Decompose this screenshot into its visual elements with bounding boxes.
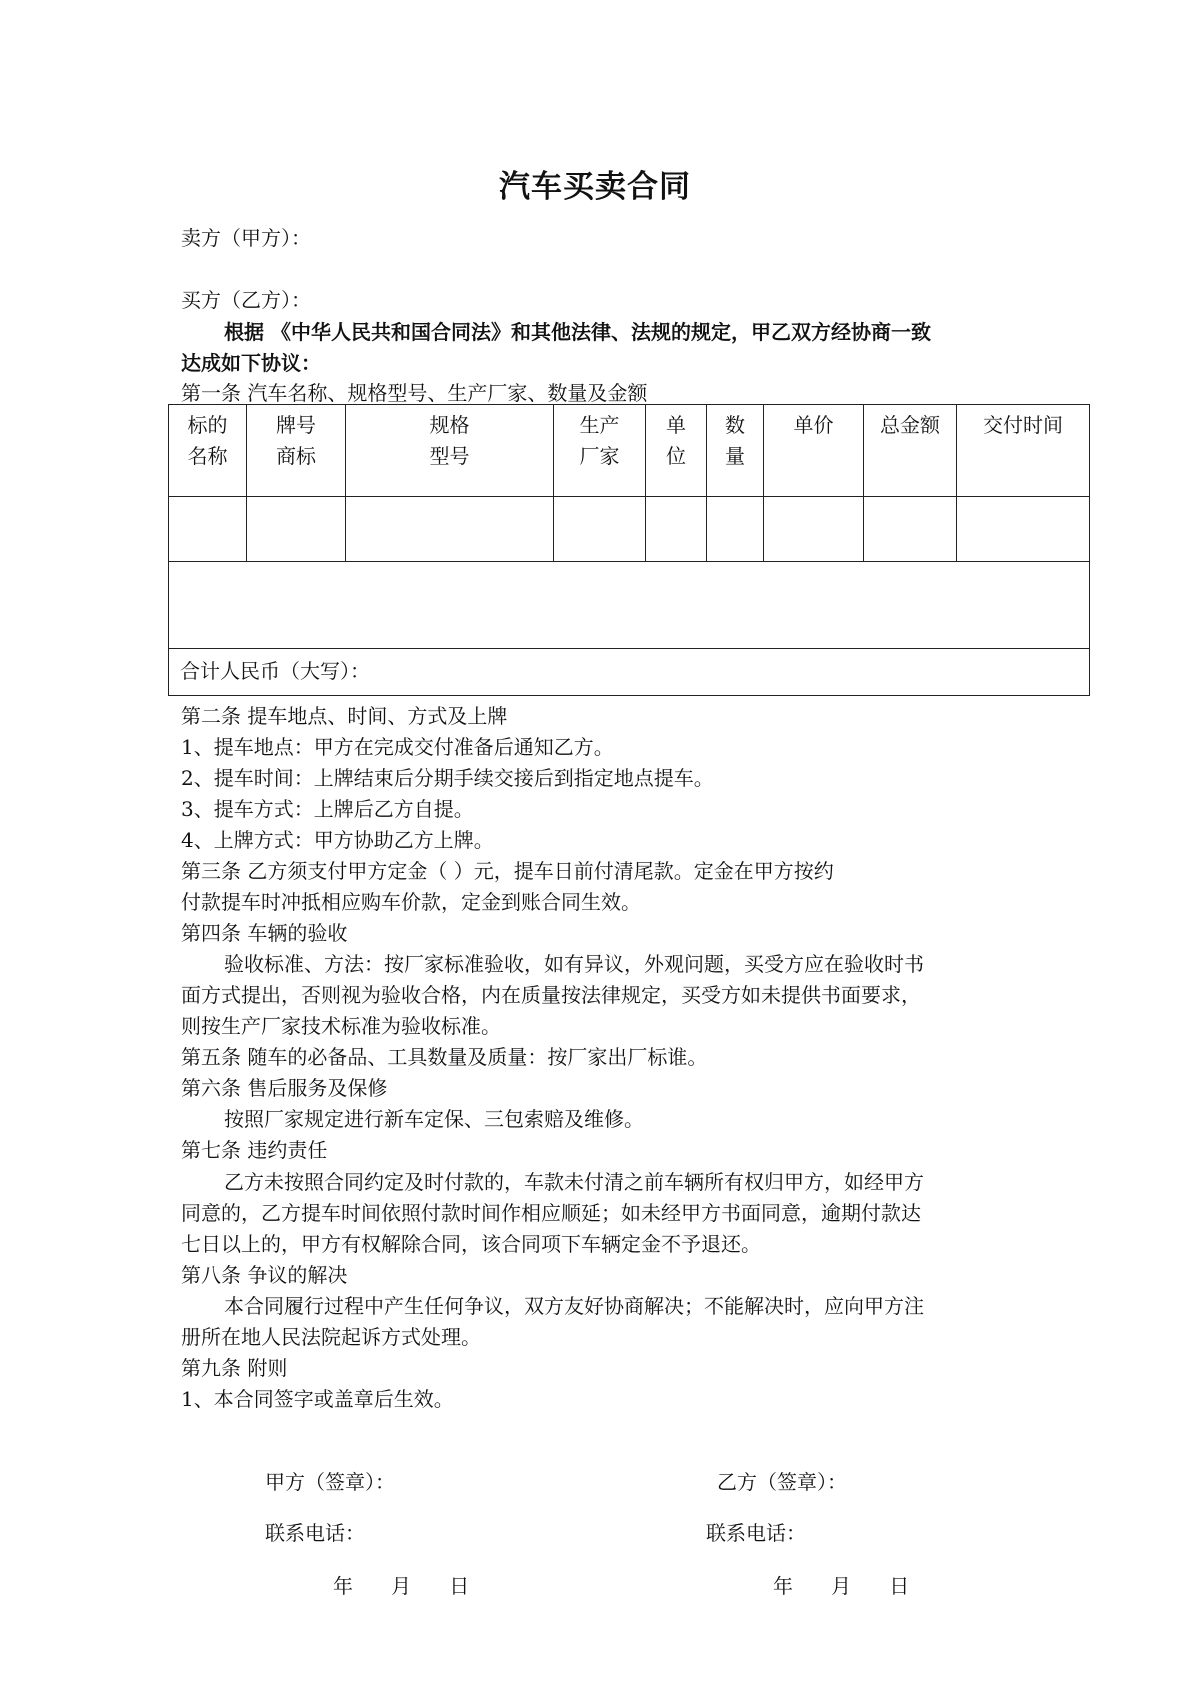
header-cell: 总金额 (864, 405, 957, 497)
article-2-item: 2、提车时间：上牌结束后分期手续交接后到指定地点提车。 (181, 766, 714, 790)
preamble-line-2: 达成如下协议： (181, 351, 321, 375)
party-b-phone-label: 联系电话： (706, 1521, 806, 1545)
party-b-date: 年 月 日 (773, 1574, 910, 1598)
article-8-title: 第八条 争议的解决 (181, 1263, 348, 1287)
table-cell[interactable] (707, 497, 764, 562)
table-cell[interactable] (957, 497, 1090, 562)
header-cell: 生产 厂家 (554, 405, 646, 497)
buyer-label: 买方（乙方）： (181, 288, 311, 312)
vehicle-spec-table (168, 404, 1090, 696)
article-6-title: 第六条 售后服务及保修 (181, 1076, 388, 1100)
header-cell: 规格 型号 (346, 405, 554, 497)
article-7-line: 乙方未按照合同约定及时付款的，车款未付清之前车辆所有权归甲方，如经甲方 (224, 1170, 924, 1194)
document-title: 汽车买卖合同 (499, 169, 691, 205)
article-4-line: 则按生产厂家技术标准为验收标准。 (181, 1014, 501, 1038)
party-a-phone-label: 联系电话： (265, 1521, 365, 1545)
header-cell: 单价 (764, 405, 864, 497)
article-4-title: 第四条 车辆的验收 (181, 921, 348, 945)
preamble-line-1: 根据 《中华人民共和国合同法》和其他法律、法规的规定，甲乙双方经协商一致 (224, 320, 931, 344)
article-7-line: 七日以上的，甲方有权解除合同，该合同项下车辆定金不予退还。 (181, 1232, 761, 1256)
article-9-item: 1、本合同签字或盖章后生效。 (181, 1387, 454, 1411)
table-cell[interactable] (554, 497, 646, 562)
article-2-title: 第二条 提车地点、时间、方式及上牌 (181, 704, 508, 728)
article-7-title: 第七条 违约责任 (181, 1138, 328, 1162)
header-cell: 数 量 (707, 405, 764, 497)
table-header-row (169, 405, 1090, 497)
table-cell[interactable] (864, 497, 957, 562)
article-8-line: 册所在地人民法院起诉方式处理。 (181, 1325, 481, 1349)
article-9-title: 第九条 附则 (181, 1356, 288, 1380)
article-6-body: 按照厂家规定进行新车定保、三包索赔及维修。 (224, 1107, 644, 1131)
table-cell[interactable] (169, 497, 247, 562)
table-merged-cell[interactable] (169, 562, 1090, 649)
party-a-signature-label: 甲方（签章）： (265, 1470, 395, 1494)
header-cell: 标的 名称 (169, 405, 247, 497)
article-1-title: 第一条 汽车名称、规格型号、生产厂家、数量及金额 (181, 381, 648, 405)
header-cell: 单 位 (646, 405, 707, 497)
table-cell[interactable] (764, 497, 864, 562)
table-cell[interactable] (346, 497, 554, 562)
table-merged-row (169, 562, 1090, 649)
article-3-line-2: 付款提车时冲抵相应购车价款，定金到账合同生效。 (181, 890, 641, 914)
table-row (169, 497, 1090, 562)
header-cell: 牌号 商标 (247, 405, 346, 497)
article-2-item: 1、提车地点：甲方在完成交付准备后通知乙方。 (181, 735, 614, 759)
table-cell[interactable] (247, 497, 346, 562)
party-b-signature-label: 乙方（签章）： (717, 1470, 847, 1494)
table-total-row (169, 649, 1090, 696)
article-5: 第五条 随车的必备品、工具数量及质量：按厂家出厂标谁。 (181, 1045, 708, 1069)
article-4-line: 面方式提出，否则视为验收合格，内在质量按法律规定，买受方如未提供书面要求， (181, 983, 921, 1007)
party-a-date: 年 月 日 (333, 1574, 470, 1598)
header-cell: 交付时间 (957, 405, 1090, 497)
article-3-line-1: 第三条 乙方须支付甲方定金（ ）元，提车日前付清尾款。定金在甲方按约 (181, 859, 834, 883)
article-7-line: 同意的，乙方提车时间依照付款时间作相应顺延；如未经甲方书面同意，逾期付款达 (181, 1201, 921, 1225)
seller-label: 卖方（甲方）： (181, 226, 311, 250)
table-cell[interactable] (646, 497, 707, 562)
total-amount-label[interactable]: 合计人民币（大写）： (169, 649, 1090, 696)
article-4-line: 验收标准、方法：按厂家标准验收，如有异议，外观问题，买受方应在验收时书 (224, 952, 924, 976)
article-2-item: 4、上牌方式：甲方协助乙方上牌。 (181, 828, 494, 852)
article-2-item: 3、提车方式：上牌后乙方自提。 (181, 797, 474, 821)
article-8-line: 本合同履行过程中产生任何争议，双方友好协商解决；不能解决时，应向甲方注 (224, 1294, 924, 1318)
